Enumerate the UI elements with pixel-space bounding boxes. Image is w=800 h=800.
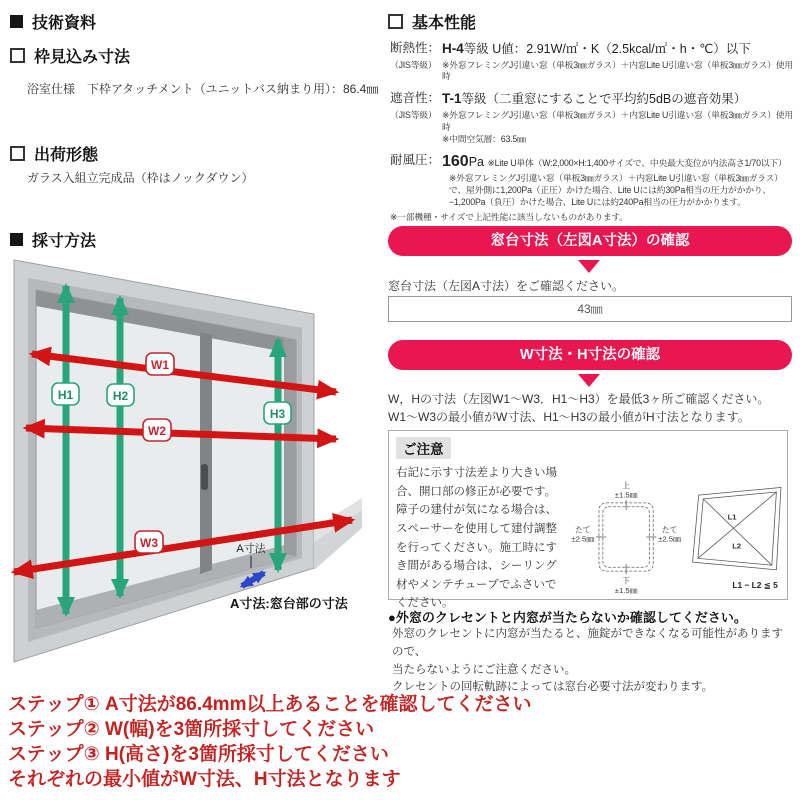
outline-square-icon [10,48,25,63]
section-technical-data [10,10,96,33]
sound-note: ※外窓フレミングJ引違い窓（単板3㎜ガラス）＋内窓Lite U引違い窓（単板3㎜ガラス）使用時 [442,109,793,132]
svg-text:±2.5㎜: ±2.5㎜ [657,534,681,544]
svg-text:下: 下 [621,576,630,586]
wind-note-2: ※外窓フレミングJ引違い窓（単板3㎜ガラス）＋内窓Lite U引違い窓（単板3㎜ガラス）で、屋外側に1,200Pa（正圧）かけた場合、Lite Uには約30Pa相当の圧力がかかり、−1,200Pa（負圧）かけた場合、Lite Uには約240Pa相当の圧力がかかります。 [449,173,783,208]
section-frame-dimension [10,44,130,67]
label-w1 [146,353,174,375]
svg-text:L1: L1 [727,512,737,522]
wind-note-1: ※Lite U単体（W:2,000×H:1,400サイズで、中央最大変位が内法高さ1/70以下） [487,158,787,169]
sound-value: T-1等級（二重窓にすることで平均約5dBの遮音効果） [442,91,747,107]
svg-text:W1: W1 [151,358,169,372]
caution-box [388,430,788,610]
down-triangle-icon [578,374,600,387]
crescent-check-body: 外窓のクレセントに内窓が当たると、施錠ができなくなる可能性がありますので、 当たらないようにご注意ください。 クレセントの回転軌跡によっては窓台必要寸法が変わります。 [392,628,783,694]
section-title: 出荷形態 [34,147,99,164]
section-title: 基本性能 [412,15,477,32]
performance-block [390,40,798,224]
label-h1 [52,383,79,405]
svg-text:±2.5㎜: ±2.5㎜ [571,534,594,544]
down-triangle-icon [578,260,600,273]
insulation-label: 断熱性： [390,41,441,55]
svg-text:W2: W2 [148,424,166,438]
label-h3 [264,402,291,424]
sound-label: 遮音性： [390,91,441,106]
a-dimension-label: A寸法 [236,543,266,555]
section-title: 技術資料 [32,15,97,32]
step-4: それぞれの最小値がW寸法、H寸法となります [8,769,401,790]
performance-footnote: ※一部機種・サイズで上記性能に該当しないものがあります。 [390,211,628,222]
wind-pressure-label: 耐風圧： [390,153,441,168]
insulation-note: ※外窓フレミングJ引違い窓（単板3㎜ガラス）＋内窓Lite U引違い窓（単板3㎜ガラス）使用時 [442,59,793,82]
section-title: 採寸方法 [32,233,97,250]
section-shipping-form [10,142,98,165]
filled-square-icon [10,233,23,246]
wind-pressure-value: 160Pa ※Lite U単体（W:2,000×H:1,400サイズで、中央最大変位が内法高さ1/70以下） ※外窓フレミングJ引違い窓（単板3㎜ガラス）＋内窓Lite U引違い窓（単板3㎜ガラス）で、屋外側に1,200Pa（正圧）かけた場合、Lite Uには約30Pa相当の圧力がかかり、−1,200Pa（負圧）かけた場合、Lite Uには約240Pa相当の圧力がかかります。 [442,152,798,208]
window-measurement-diagram [8,252,388,692]
section-basic-performance [388,10,476,33]
svg-text:L2: L2 [732,541,742,551]
svg-text:±1.5㎜: ±1.5㎜ [614,490,638,500]
svg-text:H1: H1 [57,388,74,402]
shipping-text: ガラス入組立完成品（枠はノックダウン） [27,171,254,185]
a-dimension-caption: A寸法:窓台部の寸法 [230,596,348,611]
filled-square-icon [10,15,23,28]
sound-notes [442,110,798,146]
wh-confirm-line2: W1～W3の最小値がW寸法、H1～H3の最小値がH寸法となります。 [388,410,750,424]
step-2: ステップ② W(幅)を3箇所採寸してください [8,719,375,740]
caution-body: 右記に示す寸法差より大きい場合、開口部の修正が必要です。障子の建付が気になる場合は、スペーサーを使用して建付調整を行ってください。施工時にすき間がある場合は、シーリング材やメンテチューブでふさいでください。 [396,467,557,610]
svg-text:±1.5㎜: ±1.5㎜ [614,585,638,595]
tolerance-diagram [568,464,684,610]
step-1: ステップ① A寸法が86.4mm以上あることを確認してください [8,694,532,715]
window-handle [201,464,208,490]
wh-confirm-line1: W，Hの寸法（左図W1～W3．H1～H3）を最低3ヶ所ご確認ください。 [388,392,770,406]
svg-text:W3: W3 [140,536,158,550]
svg-text:H3: H3 [269,407,286,421]
jis-grade-label: （JIS等級） [390,59,437,70]
measuring-steps [8,692,788,792]
svg-text:たて: たて [574,525,591,535]
diagonal-diagram [688,464,787,610]
frame-dimension-text: 浴室仕様 下枠アタッチメント（ユニットバス納まり用）：86.4㎜ [27,82,379,96]
step-3: ステップ③ H(高さ)を3箇所採寸してください [8,744,389,765]
outline-square-icon [388,14,403,29]
svg-text:上: 上 [621,481,630,491]
sill-dimension-value-box: 43㎜ [388,296,792,322]
air-layer-note: ※中間空気層：63.5㎜ [442,133,526,144]
banner-sill-dimension-check: 窓台寸法（左図A寸法）の確認 [388,226,792,256]
svg-text:たて: たて [661,525,677,535]
section-measuring-method [10,228,96,251]
label-h2 [107,384,134,406]
diagonal-formula: L1 − L2 ≦ 5 [732,580,778,591]
section-title: 枠見込み寸法 [34,49,131,66]
banner-wh-dimension-check: W寸法・H寸法の確認 [388,340,792,370]
outline-square-icon [10,146,25,161]
insulation-value: H-4等級 U値：2.91W/㎡・K（2.5kcal/㎡・h・℃）以下 [442,41,751,56]
caution-title: ご注意 [396,437,451,459]
label-w2 [143,419,171,441]
label-w3 [135,531,163,553]
svg-text:H2: H2 [112,389,129,403]
jis-grade-label: （JIS等級） [390,109,437,120]
sill-confirm-text: 窓台寸法（左図A寸法）をご確認ください。 [388,279,625,293]
crescent-check-title: ●外窓のクレセントと内窓が当たらないか確認してください。 [388,610,747,625]
